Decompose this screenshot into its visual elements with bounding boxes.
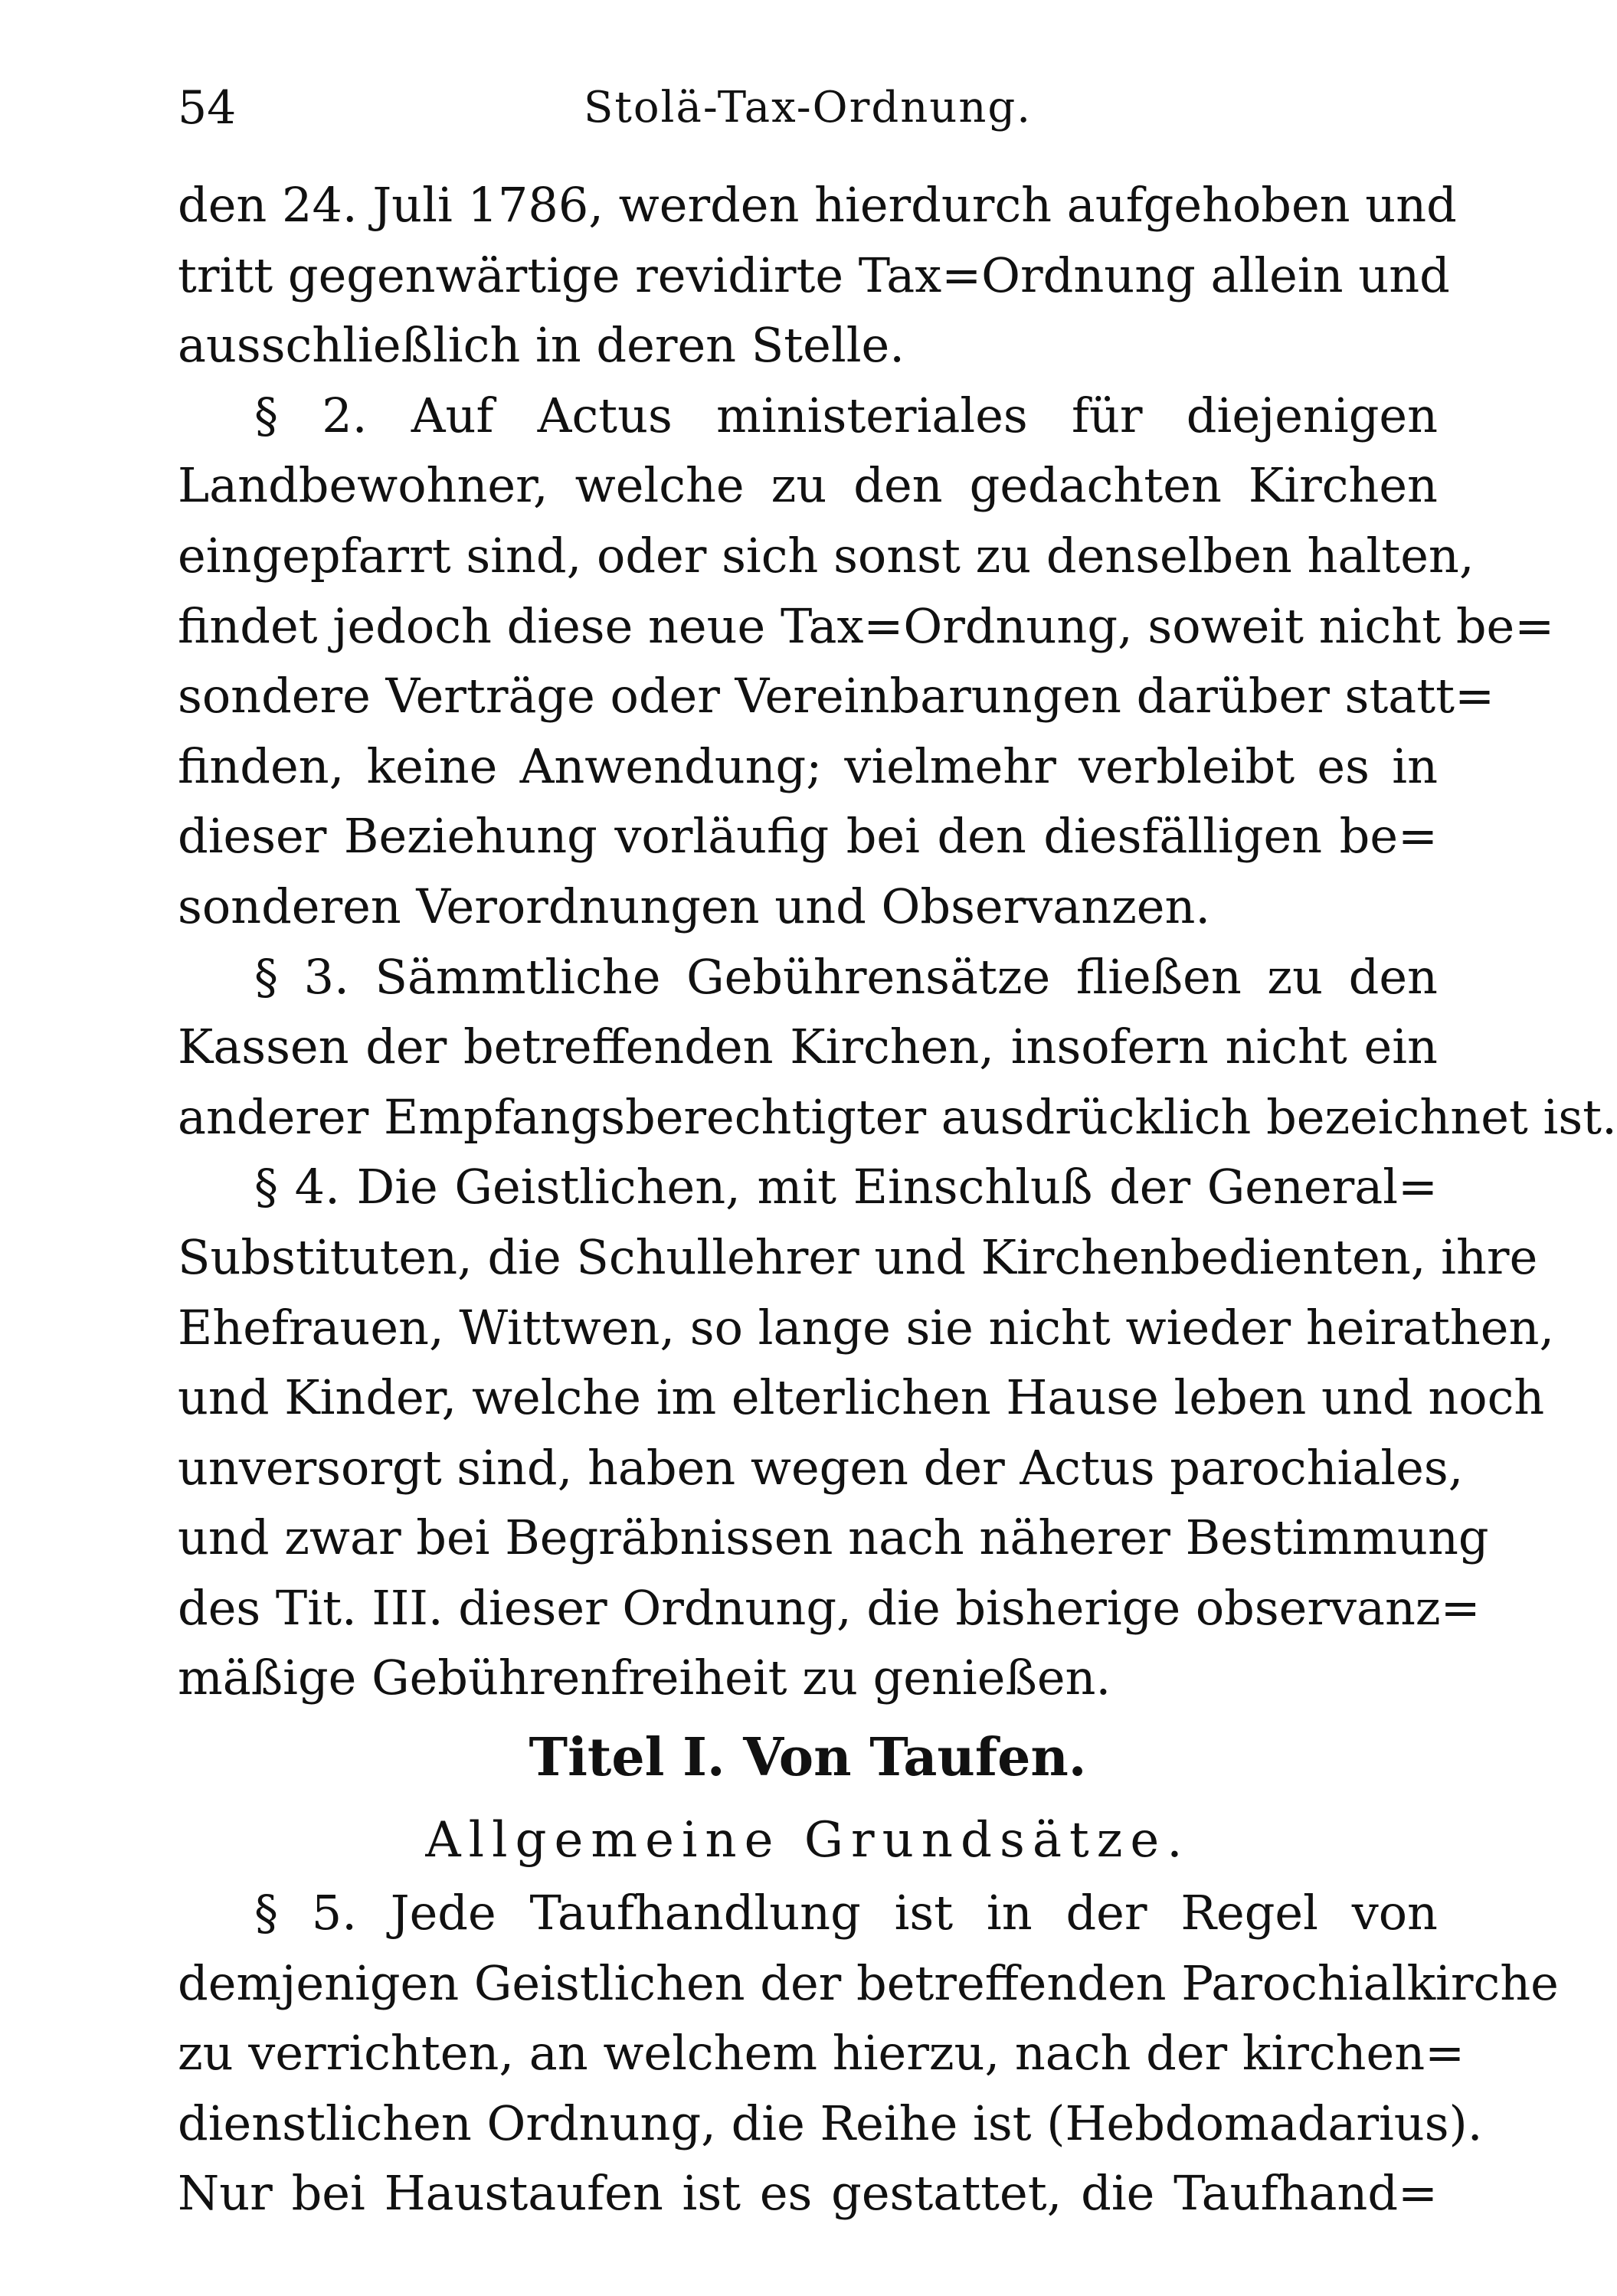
text-line: unversorgt sind, haben wegen der Actus parochiales, <box>178 1439 1464 1496</box>
text-line: Landbewohner, welche zu den gedachten Kirchen <box>178 457 1438 514</box>
text-line: finden, keine Anwendung; vielmehr verbleibt es in <box>178 738 1438 794</box>
page-header <box>178 74 1438 142</box>
text-line: dienstlichen Ordnung, die Reihe ist (Hebdomadarius). <box>178 2095 1483 2151</box>
text-line: und zwar bei Begräbnissen nach näherer Bestimmung <box>178 1509 1489 1566</box>
text-line: den 24. Juli 1786, werden hierdurch aufgehoben und <box>178 177 1457 233</box>
text-line: dieser Beziehung vorläufig bei den diesfälligen be= <box>178 808 1438 865</box>
body-text <box>178 170 1617 2229</box>
text-line: Nur bei Haustaufen ist es gestattet, die Taufhand= <box>178 2165 1438 2222</box>
section-subheading: Allgemeine Grundsätze. <box>425 1812 1190 1869</box>
section-heading: Titel I. Von Taufen. <box>529 1727 1087 1789</box>
text-line: § 4. Die Geistlichen, mit Einschluß der General= <box>254 1159 1438 1215</box>
text-line: findet jedoch diese neue Tax=Ordnung, soweit nicht be= <box>178 597 1555 654</box>
text-line: § 3. Sämmtliche Gebührensätze fließen zu den <box>254 948 1438 1005</box>
text-line: demjenigen Geistlichen der betreffenden Parochialkirche <box>178 1954 1559 2011</box>
text-line: und Kinder, welche im elterlichen Hause leben und noch <box>178 1369 1545 1426</box>
text-line: Ehefrauen, Wittwen, so lange sie nicht wieder heirathen, <box>178 1299 1555 1356</box>
text-line: mäßige Gebührenfreiheit zu genießen. <box>178 1650 1111 1706</box>
text-line: eingepfarrt sind, oder sich sonst zu denselben halten, <box>178 527 1475 584</box>
text-line: § 5. Jede Taufhandlung ist in der Regel von <box>254 1885 1438 1941</box>
text-line: zu verrichten, an welchem hierzu, nach der kirchen= <box>178 2025 1465 2082</box>
page-number: 54 <box>178 81 237 135</box>
running-title: Stolä-Tax-Ordnung. <box>583 83 1033 132</box>
text-line: ausschließlich in deren Stelle. <box>178 317 905 374</box>
text-line: tritt gegenwärtige revidirte Tax=Ordnung allein und <box>178 247 1450 303</box>
text-line: Kassen der betreffenden Kirchen, insofern nicht ein <box>178 1019 1438 1075</box>
text-line: Substituten, die Schullehrer und Kirchenbedienten, ihre <box>178 1228 1538 1285</box>
text-line: des Tit. III. dieser Ordnung, die bisherige observanz= <box>178 1579 1481 1636</box>
text-line: § 2. Auf Actus ministeriales für diejenigen <box>254 387 1438 443</box>
text-line: sondere Verträge oder Vereinbarungen darüber statt= <box>178 668 1495 724</box>
text-line: sonderen Verordnungen und Observanzen. <box>178 878 1211 934</box>
text-line: anderer Empfangsberechtigter ausdrücklich bezeichnet ist. <box>178 1088 1617 1145</box>
